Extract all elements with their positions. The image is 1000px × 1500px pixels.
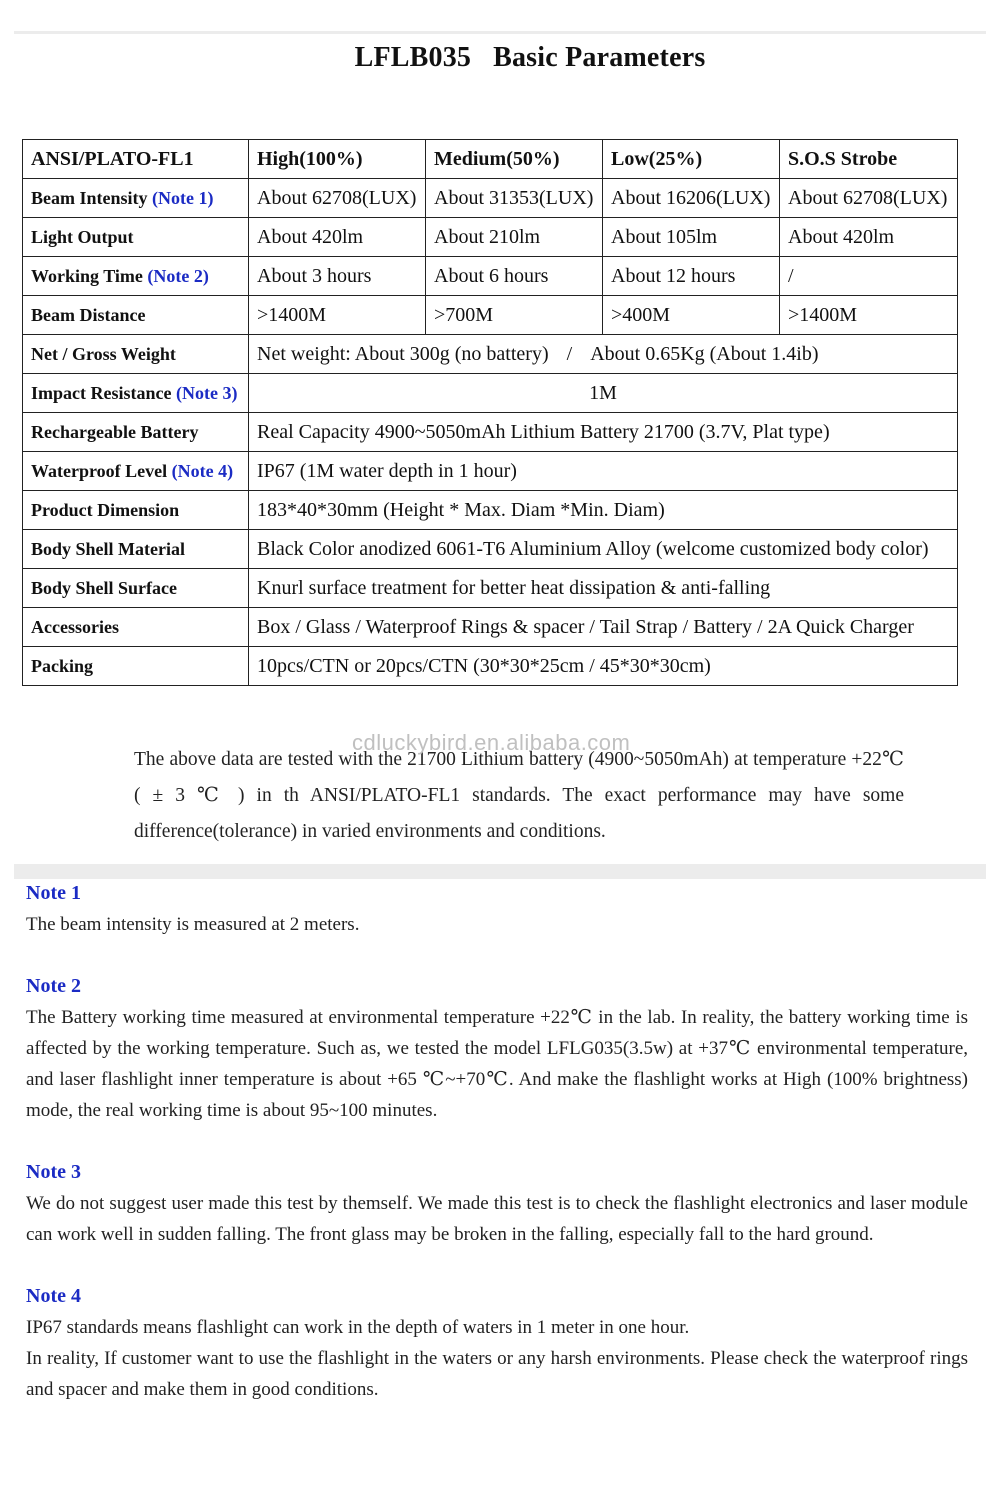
- table-cell: Knurl surface treatment for better heat dissipation & anti-falling: [249, 569, 958, 608]
- note-1: [26, 878, 968, 940]
- table-cell: 10pcs/CTN or 20pcs/CTN (30*30*25cm / 45*30*30cm): [249, 647, 958, 686]
- table-row-beam-distance: [23, 296, 958, 335]
- note-text: The Battery working time measured at environmental temperature +22℃ in the lab. In reality, the battery working time is affected by the working temperature. Such as, we tested the model LFLG035(3.5w) at +37℃ environmental temperature, and laser flashlight inner temperature is about +65 ℃~+70℃. And make the flashlight works at High (100% brightness) mode, the real working time is about 95~100 minutes.: [26, 1007, 968, 1121]
- table-row-accessories: [23, 608, 958, 647]
- table-row-impact-resistance: [23, 374, 958, 413]
- table-cell: About 12 hours: [603, 257, 780, 296]
- parameters-table: [22, 139, 958, 686]
- row-label: Waterproof Level (Note 4): [23, 452, 249, 491]
- table-cell: About 3 hours: [249, 257, 426, 296]
- note-reference: (Note 1): [152, 187, 214, 208]
- table-row-packing: [23, 647, 958, 686]
- row-label: Body Shell Surface: [23, 569, 249, 608]
- table-cell: About 31353(LUX): [426, 179, 603, 218]
- title-text: Basic Parameters: [493, 42, 706, 73]
- table-cell: >700M: [426, 296, 603, 335]
- table-cell: About 6 hours: [426, 257, 603, 296]
- table-cell: About 62708(LUX): [780, 179, 958, 218]
- note-title: Note 4: [26, 1285, 81, 1307]
- note-text: The beam intensity is measured at 2 meters.: [26, 914, 360, 935]
- note-title: Note 3: [26, 1161, 81, 1183]
- note-reference: (Note 4): [171, 460, 234, 481]
- table-cell: 183*40*30mm (Height * Max. Diam *Min. Diam): [249, 491, 958, 530]
- table-cell: About 420lm: [249, 218, 426, 257]
- watermark: cdluckybird.en.alibaba.com: [352, 730, 631, 755]
- header-cell: S.O.S Strobe: [780, 140, 958, 179]
- table-header-row: [23, 140, 958, 179]
- table-row-beam-intensity: [23, 179, 958, 218]
- table-row-light-output: [23, 218, 958, 257]
- model-name: LFLB035: [354, 42, 472, 73]
- row-label: Packing: [23, 647, 249, 686]
- table-cell: About 105lm: [603, 218, 780, 257]
- note-4: [26, 1281, 968, 1405]
- notes-section: [26, 878, 968, 1436]
- table-row-material: [23, 530, 958, 569]
- table-cell: About 420lm: [780, 218, 958, 257]
- table-cell: >400M: [603, 296, 780, 335]
- table-row-weight: [23, 335, 958, 374]
- row-label: Rechargeable Battery: [23, 413, 249, 452]
- test-conditions-footnote: The above data are tested with the 21700 Lithium battery (4900~5050mAh) at temperature +22℃ ( ± 3 ℃ ) in th ANSI/PLATO-FL1 standards. The exact performance may have some difference(tolerance) in varied environments and conditions.: [134, 749, 904, 842]
- row-label: Beam Intensity (Note 1): [23, 179, 249, 218]
- table-cell: /: [780, 257, 958, 296]
- row-label: Product Dimension: [23, 491, 249, 530]
- note-text: IP67 standards means flashlight can work in the depth of waters in 1 meter in one hour.: [26, 1317, 690, 1338]
- note-2: [26, 971, 968, 1126]
- note-text: We do not suggest user made this test by themself. We made this test is to check the flashlight electronics and laser module can work well in sudden falling. The front glass may be broken in the falling, especially fall to the hard ground.: [26, 1193, 968, 1245]
- table-cell: Black Color anodized 6061-T6 Aluminium Alloy (welcome customized body color): [249, 530, 958, 569]
- table-cell: >1400M: [780, 296, 958, 335]
- top-divider: [14, 31, 986, 34]
- header-cell: ANSI/PLATO-FL1: [23, 140, 249, 179]
- table-cell: Box / Glass / Waterproof Rings & spacer / Tail Strap / Battery / 2A Quick Charger: [249, 608, 958, 647]
- table-cell: IP67 (1M water depth in 1 hour): [249, 452, 958, 491]
- table-cell: 1M: [249, 374, 958, 413]
- note-title: Note 1: [26, 882, 81, 904]
- row-label: Body Shell Material: [23, 530, 249, 569]
- table-cell: About 16206(LUX): [603, 179, 780, 218]
- table-cell: About 210lm: [426, 218, 603, 257]
- row-label: Light Output: [23, 218, 249, 257]
- table-row-working-time: [23, 257, 958, 296]
- table-row-dimension: [23, 491, 958, 530]
- table-row-battery: [23, 413, 958, 452]
- header-cell: Medium(50%): [426, 140, 603, 179]
- table-row-waterproof: [23, 452, 958, 491]
- row-label: Net / Gross Weight: [23, 335, 249, 374]
- note-reference: (Note 2): [147, 265, 209, 286]
- header-cell: High(100%): [249, 140, 426, 179]
- row-label: Beam Distance: [23, 296, 249, 335]
- row-label: Impact Resistance (Note 3): [23, 374, 249, 413]
- section-divider: [14, 864, 986, 879]
- note-reference: (Note 3): [175, 382, 238, 403]
- header-cell: Low(25%): [603, 140, 780, 179]
- table-row-surface: [23, 569, 958, 608]
- table-cell: >1400M: [249, 296, 426, 335]
- table-cell: Real Capacity 4900~5050mAh Lithium Battery 21700 (3.7V, Plat type): [249, 413, 958, 452]
- page-title: [0, 42, 1000, 74]
- table-cell: Net weight: About 300g (no battery) / About 0.65Kg (About 1.4ib): [249, 335, 958, 374]
- table-cell: About 62708(LUX): [249, 179, 426, 218]
- note-3: [26, 1157, 968, 1250]
- row-label: Accessories: [23, 608, 249, 647]
- note-text: In reality, If customer want to use the flashlight in the waters or any harsh environments. Please check the waterproof rings and spacer and make them in good conditions.: [26, 1348, 968, 1400]
- note-title: Note 2: [26, 975, 81, 997]
- row-label: Working Time (Note 2): [23, 257, 249, 296]
